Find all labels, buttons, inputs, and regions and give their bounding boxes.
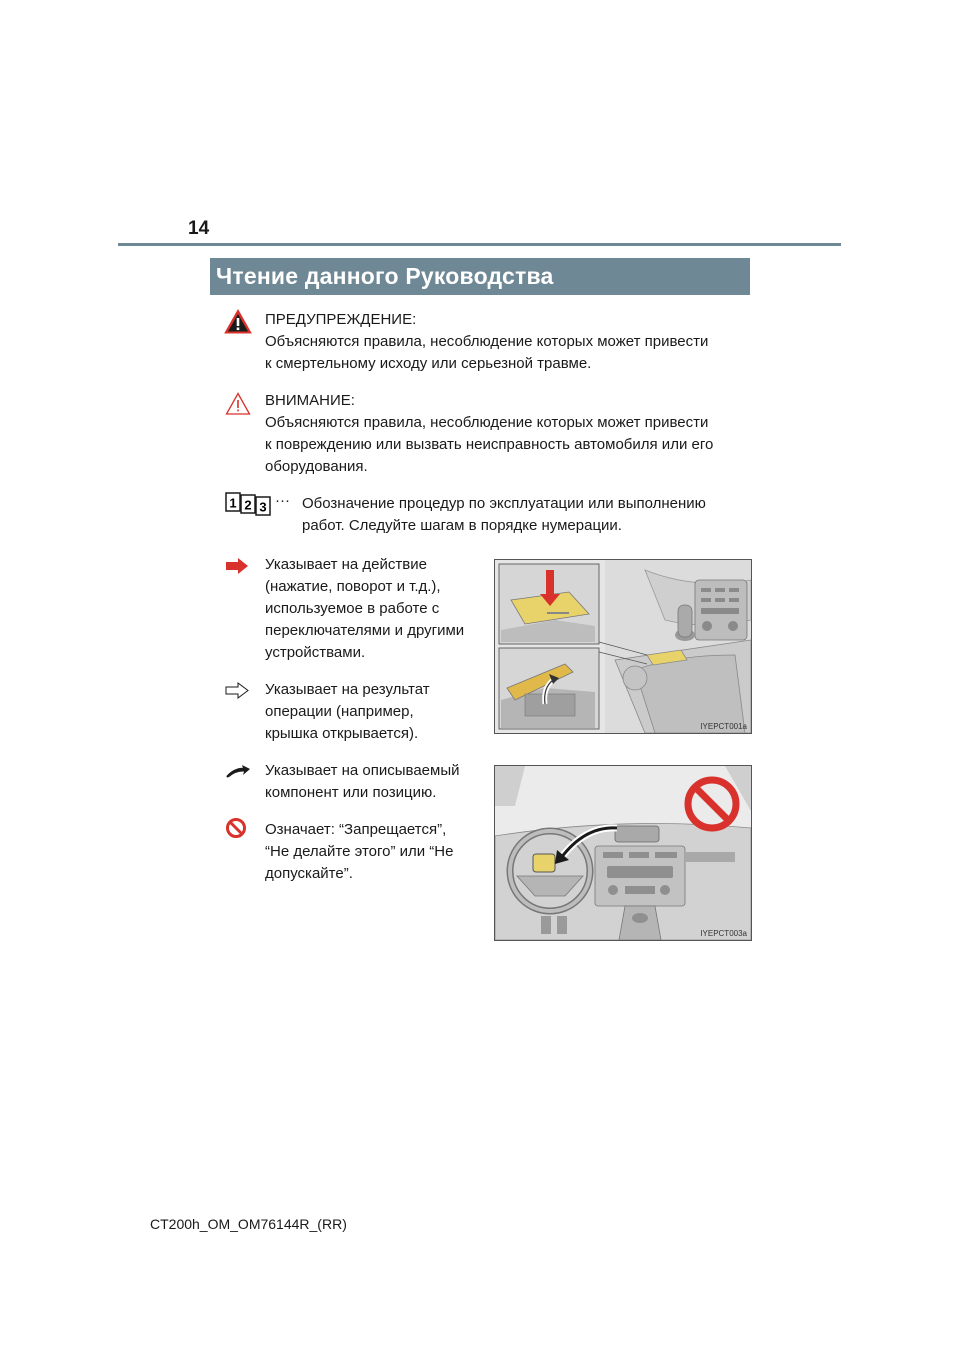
steps-dots: ··· — [275, 492, 290, 509]
warning-line: Объясняются правила, несоблюдение которых может привести — [265, 333, 709, 350]
red-arrow-icon — [225, 558, 249, 574]
prohibit-line: допускайте”. — [265, 865, 353, 882]
console-illustration — [494, 559, 752, 734]
caution-text — [265, 390, 745, 478]
prohibition-icon — [225, 817, 247, 839]
section-title: Чтение данного Руководства — [216, 263, 554, 289]
action-text — [265, 554, 480, 664]
action-line: устройствами. — [265, 644, 366, 661]
page-number: 14 — [188, 218, 210, 239]
dashboard-illustration — [494, 765, 752, 941]
warning-line: ПРЕДУПРЕЖДЕНИЕ: — [265, 311, 417, 328]
curved-pointer-arrow-icon — [225, 764, 251, 778]
warning-line: к смертельному исходу или серьезной травме. — [265, 355, 592, 372]
outline-arrow-icon — [225, 682, 249, 699]
figure-code: IYEPCT003a — [700, 929, 747, 938]
result-text — [265, 679, 480, 745]
steps-text — [302, 493, 745, 537]
numbered-steps-icon — [225, 492, 275, 516]
header-rule — [118, 243, 841, 246]
caution-line: оборудования. — [265, 458, 368, 475]
warning-text — [265, 309, 745, 375]
steps-line: Обозначение процедур по эксплуатации или выполнению — [302, 495, 706, 512]
caution-triangle-outline-icon — [225, 392, 251, 415]
pointer-line: Указывает на описываемый — [265, 762, 460, 779]
prohibit-text — [265, 819, 480, 885]
pointer-text — [265, 760, 480, 804]
caution-line: ВНИМАНИЕ: — [265, 392, 355, 409]
action-line: используемое в работе с — [265, 600, 440, 617]
prohibit-line: Означает: “Запрещается”, — [265, 821, 447, 838]
prohibit-line: “Не делайте этого” или “Не — [265, 843, 454, 860]
result-line: операции (например, — [265, 703, 414, 720]
step-digit: 3 — [259, 499, 267, 515]
step-digit: 2 — [244, 497, 252, 513]
step-digit: 1 — [229, 495, 237, 511]
action-line: Указывает на действие — [265, 556, 427, 573]
pointer-line: компонент или позицию. — [265, 784, 437, 801]
console-drawing — [495, 560, 751, 733]
dashboard-drawing — [495, 766, 751, 940]
result-line: Указывает на результат — [265, 681, 430, 698]
section-title-bar — [210, 258, 750, 295]
figure-code: IYEPCT001a — [700, 722, 747, 731]
caution-line: к повреждению или вызвать неисправность автомобиля или его — [265, 436, 714, 453]
warning-triangle-filled-icon — [224, 309, 252, 334]
caution-line: Объясняются правила, несоблюдение которых может привести — [265, 414, 709, 431]
footer-code: CT200h_OM_OM76144R_(RR) — [150, 1216, 347, 1232]
steps-line: работ. Следуйте шагам в порядке нумерации. — [302, 517, 622, 534]
result-line: крышка открывается). — [265, 725, 419, 742]
action-line: переключателями и другими — [265, 622, 465, 639]
action-line: (нажатие, поворот и т.д.), — [265, 578, 441, 595]
